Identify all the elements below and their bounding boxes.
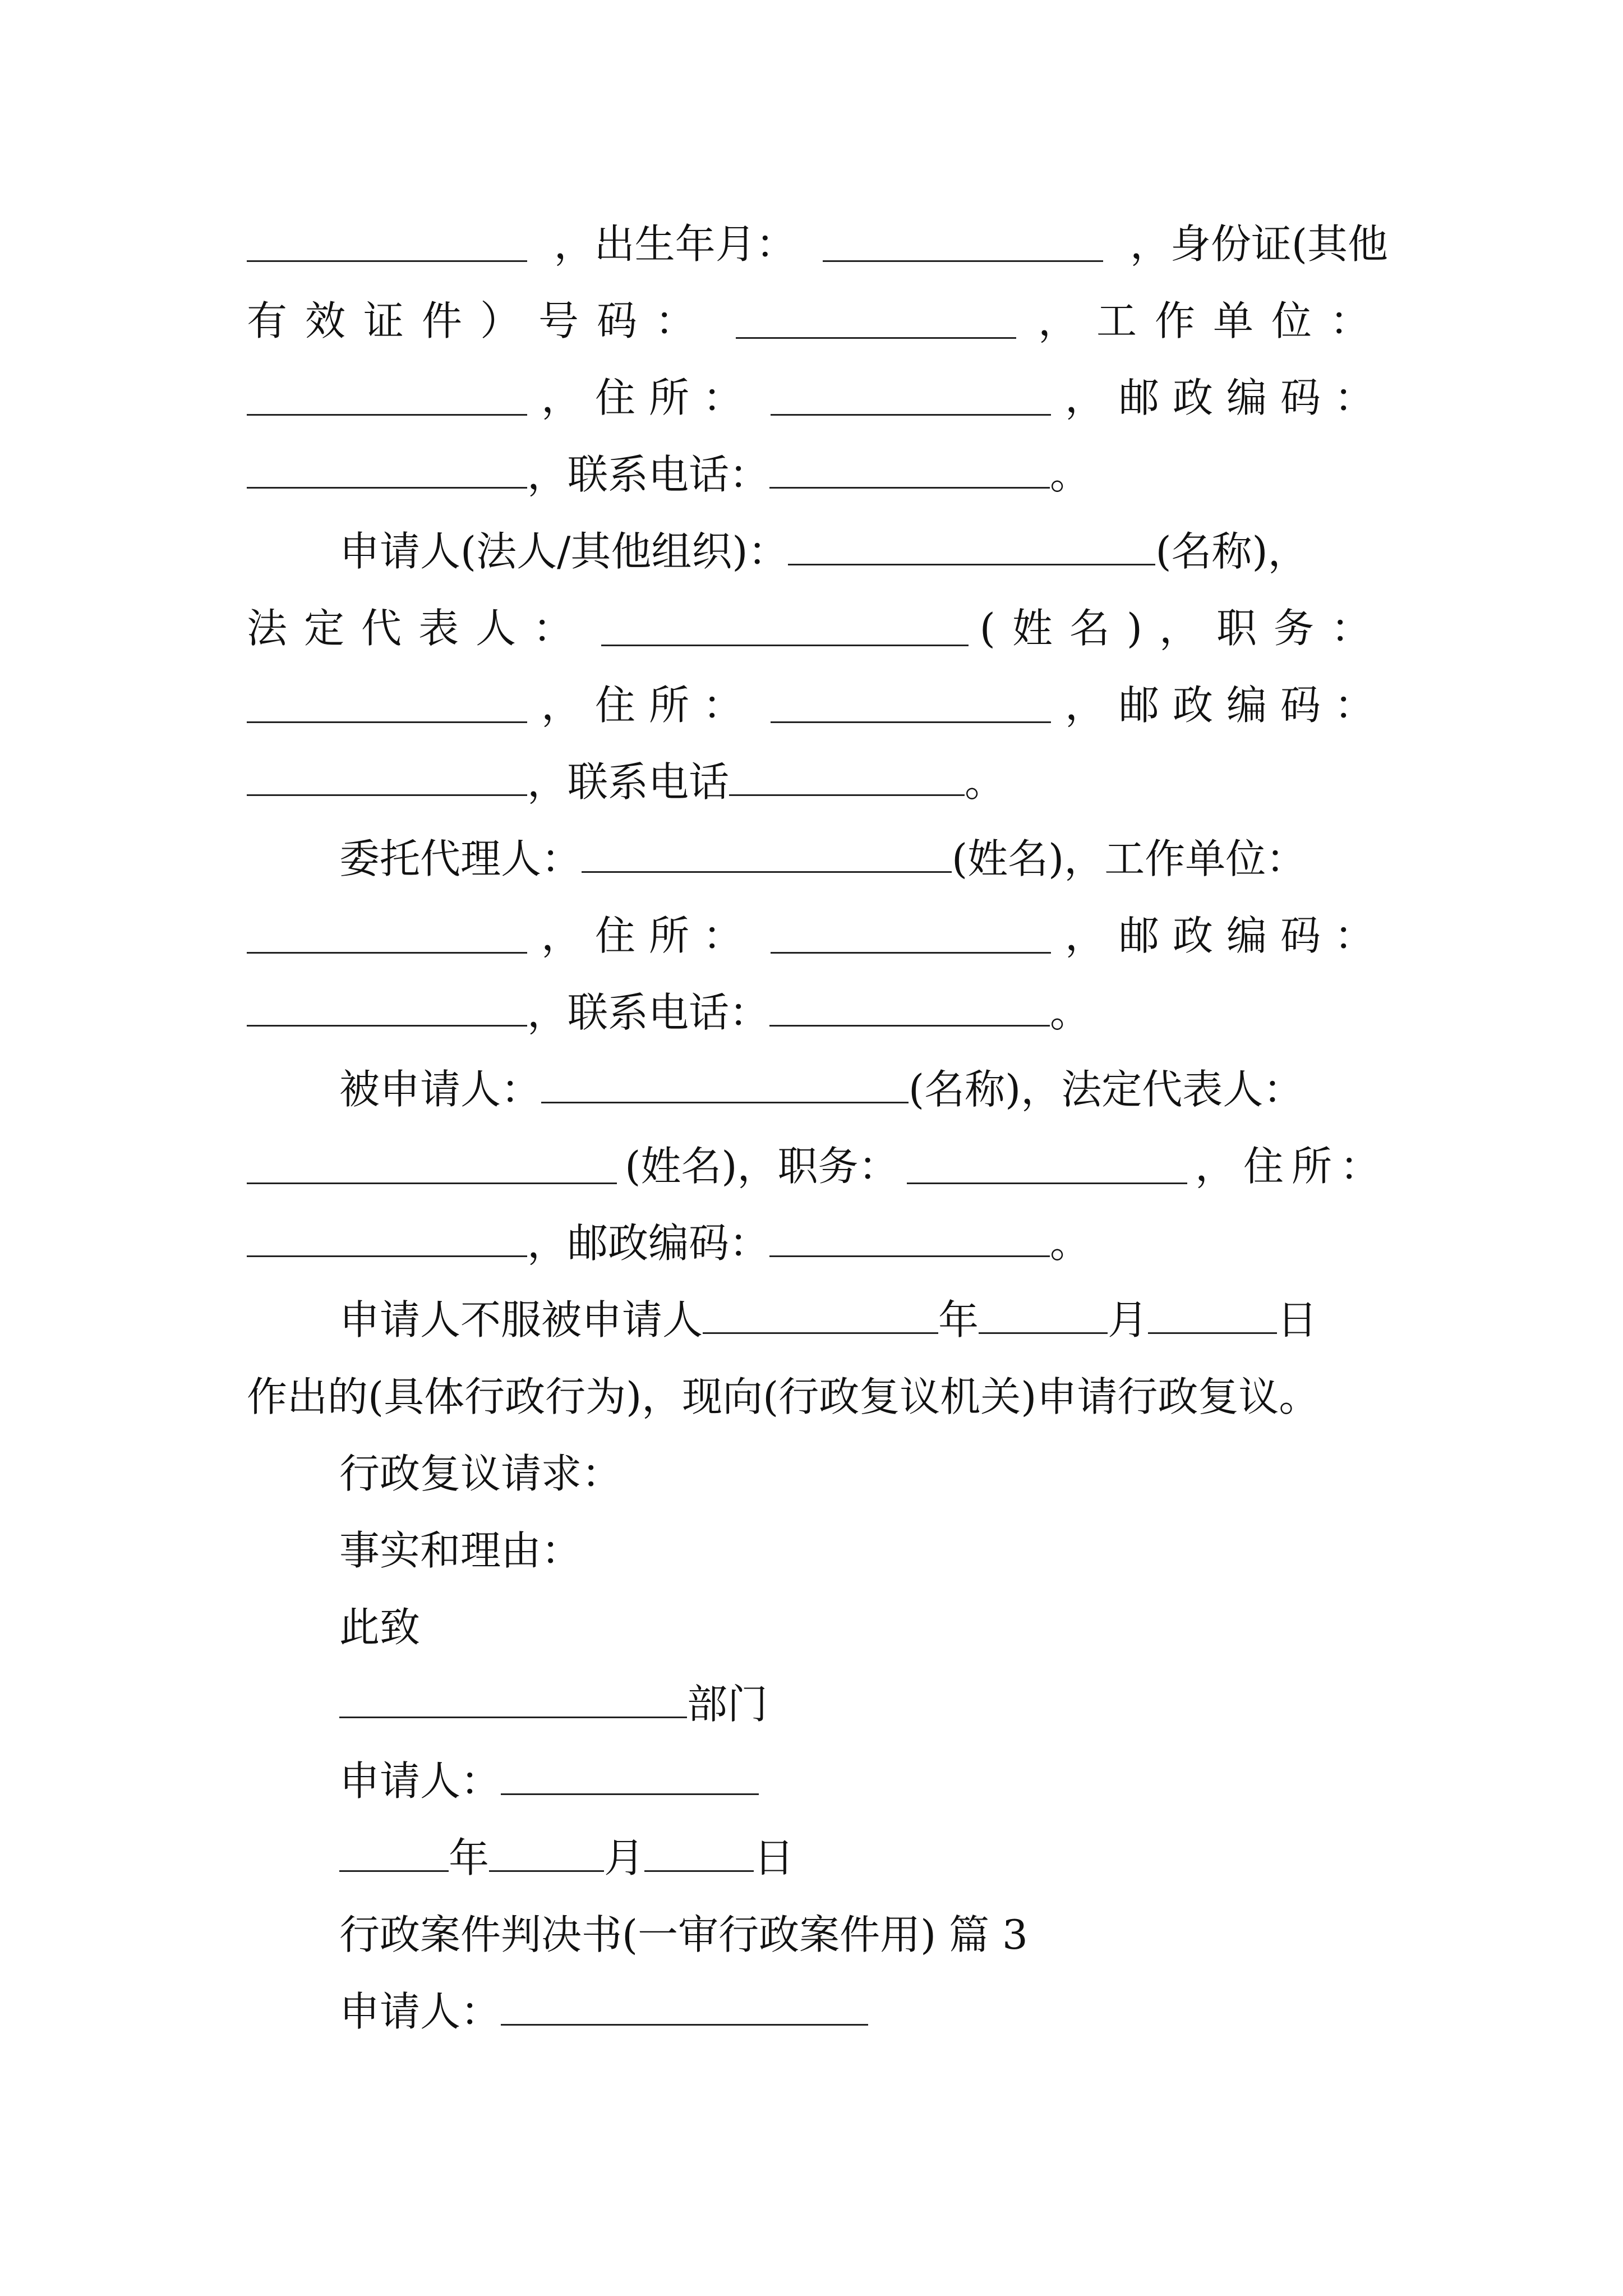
applicant-label: 申请人：	[339, 1988, 501, 2035]
day-blank[interactable]	[1148, 1299, 1277, 1334]
review-claims-heading	[339, 1443, 1388, 1504]
applicant-signature-line	[339, 1750, 1388, 1812]
respondent-position-line	[247, 1135, 1388, 1197]
position-label: (姓名)，职务：	[979, 605, 1388, 652]
day-blank[interactable]	[644, 1837, 754, 1872]
address-blank[interactable]	[247, 1222, 527, 1257]
postcode-blank[interactable]	[247, 761, 527, 796]
period: 。	[965, 758, 1006, 806]
phone-blank[interactable]	[769, 453, 1050, 489]
name-blank[interactable]	[247, 227, 527, 262]
address-label: ，住所：	[541, 374, 757, 421]
address-label: ，住所：	[1195, 1143, 1388, 1190]
phone-line-1	[247, 444, 1388, 505]
year-blank[interactable]	[339, 1837, 449, 1872]
address-blank[interactable]	[771, 380, 1051, 416]
org-name-suffix: (名称)，	[1155, 528, 1308, 575]
facts-reasons-heading	[339, 1520, 1388, 1581]
respondent-rep-name-blank[interactable]	[247, 1149, 617, 1184]
address-postcode-line-3	[247, 905, 1388, 967]
address-label: ，住所：	[541, 682, 757, 729]
postcode-blank[interactable]	[247, 991, 527, 1027]
signature-date-line	[339, 1827, 1388, 1889]
dissatisfaction-text: 申请人不服被申请人	[339, 1296, 703, 1343]
id-number-blank[interactable]	[736, 303, 1016, 339]
workplace-label: ，工作单位：	[1038, 297, 1388, 344]
agent-workplace-label: (姓名)，工作单位：	[952, 835, 1307, 882]
postcode-label: ，邮政编码：	[527, 1220, 770, 1267]
applicant-org-label: 申请人(法人/其他组织)：	[339, 528, 789, 575]
review-claims-label: 行政复议请求：	[339, 1450, 623, 1497]
judgment-title-text: 行政案件判决书(一审行政案件用) 篇 3	[339, 1911, 1028, 1958]
salutation-text: 此致	[339, 1604, 421, 1651]
agent-line	[339, 828, 1388, 890]
phone-label: ，联系电话	[527, 758, 730, 806]
period: 。	[1050, 1220, 1091, 1267]
applicant-birth-id-line	[247, 213, 1388, 275]
review-request-sentence	[247, 1366, 1388, 1428]
year-label: 年	[449, 1834, 490, 1881]
month-label: 月	[1108, 1296, 1149, 1343]
phone-line-3	[247, 982, 1388, 1043]
position-label: (姓名)，职务：	[625, 1143, 899, 1190]
review-request-text: 作出的(具体行政行为)，现向(行政复议机关)申请行政复议。	[247, 1373, 1320, 1420]
phone-blank[interactable]	[729, 761, 965, 796]
legal-rep-label: 法定代表人：	[247, 605, 591, 652]
phone-blank[interactable]	[769, 991, 1050, 1027]
position-blank[interactable]	[247, 688, 527, 723]
applicant-signature-label: 申请人：	[339, 1757, 501, 1805]
id-card-label: ，身份证(其他	[1129, 220, 1388, 268]
agent-workplace-blank[interactable]	[247, 918, 527, 954]
id-number-label: 有效证件）号码：	[247, 297, 714, 344]
address-blank[interactable]	[771, 918, 1051, 954]
postcode-label: ，邮政编码：	[1064, 374, 1388, 421]
postcode-label: ，邮政编码：	[1064, 912, 1388, 959]
org-name-blank[interactable]	[788, 530, 1155, 565]
address-postcode-line-1	[247, 367, 1388, 429]
postcode-blank[interactable]	[247, 453, 527, 489]
applicant-blank[interactable]	[501, 1990, 868, 2026]
respondent-label: 被申请人：	[339, 1066, 542, 1113]
address-postcode-line-2	[247, 674, 1388, 736]
legal-rep-blank[interactable]	[601, 611, 969, 646]
section-title	[339, 1904, 1388, 1966]
birth-date-blank[interactable]	[823, 227, 1103, 262]
year-blank[interactable]	[703, 1299, 938, 1334]
month-label: 月	[604, 1834, 645, 1881]
postcode-blank[interactable]	[769, 1222, 1050, 1257]
day-label: 日	[1277, 1296, 1318, 1343]
department-label: 部门	[687, 1681, 768, 1728]
address-label: ，住所：	[541, 912, 757, 959]
agent-name-blank[interactable]	[582, 838, 952, 873]
department-line	[339, 1673, 1388, 1735]
address-blank[interactable]	[771, 688, 1051, 723]
phone-label: ，联系电话：	[527, 989, 770, 1036]
applicant-signature-blank[interactable]	[501, 1760, 759, 1795]
workplace-blank[interactable]	[247, 380, 527, 416]
facts-reasons-label: 事实和理由：	[339, 1527, 582, 1574]
month-blank[interactable]	[489, 1837, 604, 1872]
period: 。	[1050, 451, 1091, 498]
agent-label: 委托代理人：	[339, 835, 582, 882]
postcode-line	[247, 1212, 1388, 1274]
respondent-name-blank[interactable]	[541, 1068, 909, 1103]
dissatisfaction-line	[339, 1289, 1388, 1351]
period: 。	[1050, 989, 1091, 1036]
postcode-label: ，邮政编码：	[1064, 682, 1388, 729]
month-blank[interactable]	[979, 1299, 1108, 1334]
id-number-workplace-line	[247, 290, 1388, 352]
phone-label: ，联系电话：	[527, 451, 770, 498]
applicant-org-line	[339, 521, 1391, 582]
birth-date-label: ，出生年月：	[554, 220, 796, 268]
applicant-line-final	[339, 1981, 1388, 2042]
position-blank[interactable]	[907, 1149, 1187, 1184]
salutation-line	[339, 1596, 1388, 1658]
day-label: 日	[754, 1834, 795, 1881]
legal-rep-line	[247, 597, 1388, 659]
phone-line-2	[247, 751, 1388, 813]
year-label: 年	[938, 1296, 979, 1343]
respondent-line	[339, 1059, 1388, 1120]
department-blank[interactable]	[339, 1683, 687, 1718]
respondent-legal-rep-label: (名称)，法定代表人：	[909, 1066, 1304, 1113]
